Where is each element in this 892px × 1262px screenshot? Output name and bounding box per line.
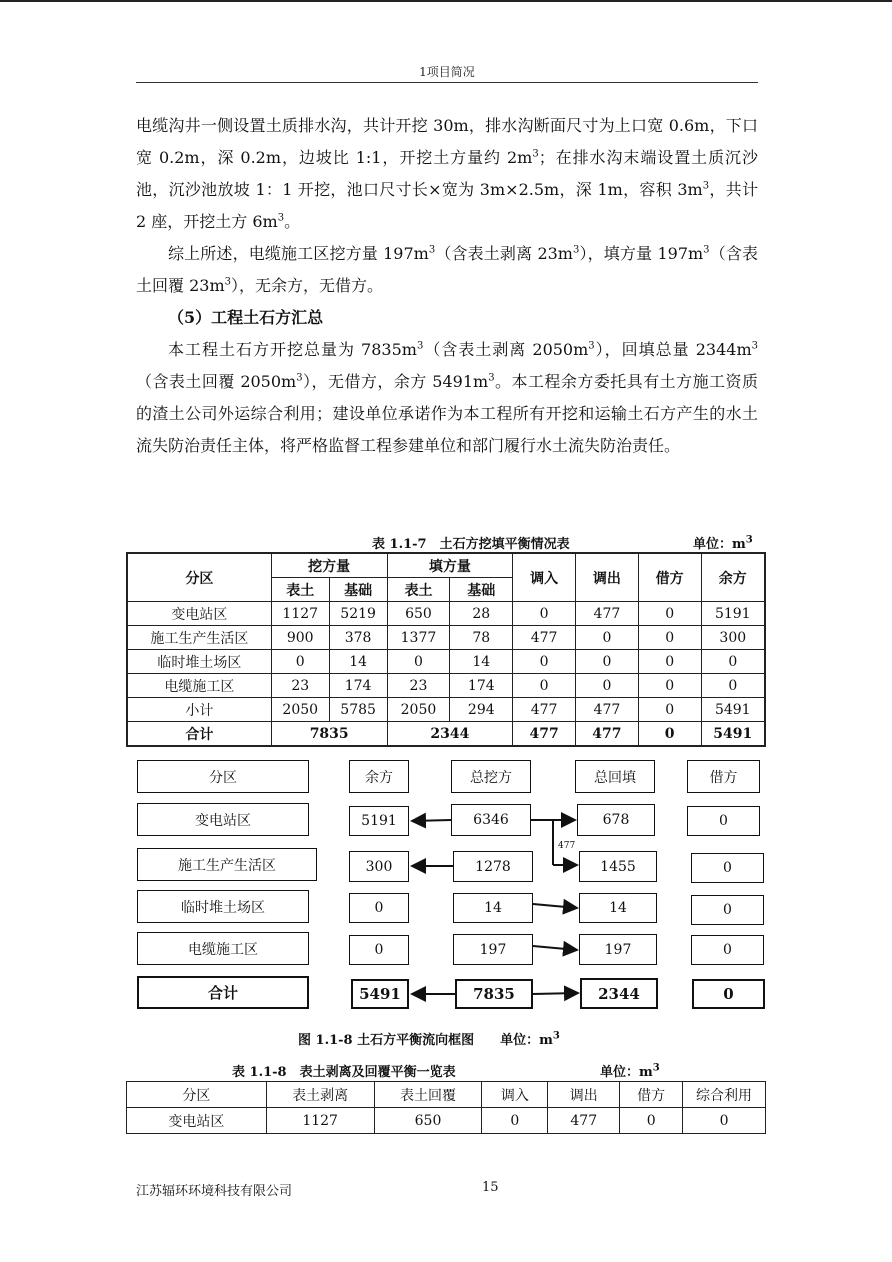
flow-surplus-substation: 5191 [349, 806, 409, 836]
cell: 0 [701, 650, 765, 674]
running-header: 1项目简况 [419, 65, 475, 79]
cell: 1127 [271, 602, 329, 626]
page-number: 15 [482, 1180, 499, 1195]
table2-unit: 单位：$m^3$ [600, 1062, 660, 1080]
flow-cut-total: 7835 [455, 979, 533, 1009]
cell: 294 [450, 698, 513, 722]
cell: 5491 [701, 698, 765, 722]
th-stripping: 表土剥离 [266, 1082, 374, 1108]
cell: 23 [271, 674, 329, 698]
table2-caption: 表 1.1-8 表土剥离及回覆平衡一览表 [232, 1065, 456, 1080]
cell: 5785 [329, 698, 387, 722]
cell: 477 [513, 698, 576, 722]
cell: 临时堆土场区 [127, 650, 271, 674]
flow-zone-construction: 施工生产生活区 [137, 848, 317, 881]
cell: 电缆施工区 [127, 674, 271, 698]
flow-zone-stockpile: 临时堆土场区 [137, 890, 309, 923]
table1-caption: 表 1.1-7 土石方挖填平衡情况表 [372, 537, 570, 552]
flow-cut-construction: 1278 [453, 851, 533, 882]
cell: 477 [576, 698, 639, 722]
cell: 14 [329, 650, 387, 674]
th-zone: 分区 [127, 1082, 267, 1108]
cell: 变电站区 [127, 1108, 267, 1134]
cell: 174 [450, 674, 513, 698]
cell: 650 [387, 602, 450, 626]
cell: 0 [638, 602, 701, 626]
cell: 0 [638, 698, 701, 722]
cell: 0 [638, 674, 701, 698]
flow-zone-cable: 电缆施工区 [137, 932, 309, 965]
th-fill-base: 基础 [450, 578, 513, 602]
cell: 28 [450, 602, 513, 626]
cell: 477 [576, 602, 639, 626]
cell: 300 [701, 626, 765, 650]
cell: 0 [576, 674, 639, 698]
flow-surplus-stockpile: 0 [349, 893, 409, 923]
cell: 2344 [387, 722, 513, 747]
arrow-substation-surplus [412, 820, 451, 821]
flow-header-cut: 总挖方 [451, 760, 531, 793]
cell: 7835 [271, 722, 387, 747]
flow-fill-construction: 1455 [579, 851, 657, 882]
cell: 23 [387, 674, 450, 698]
figure-caption: 图 1.1-8 土石方平衡流向框图 单位：$m^3$ [298, 1030, 560, 1048]
flow-header-surplus: 余方 [349, 760, 409, 793]
th-cut-base: 基础 [329, 578, 387, 602]
cell: 0 [513, 602, 576, 626]
cell: 0 [387, 650, 450, 674]
th-reuse: 综合利用 [683, 1082, 766, 1108]
th-fill: 填方量 [387, 553, 513, 578]
cell: 900 [271, 626, 329, 650]
cell: 0 [513, 650, 576, 674]
th-cut-topsoil: 表土 [271, 578, 329, 602]
th-in: 调入 [513, 553, 576, 602]
th-in: 调入 [482, 1082, 548, 1108]
flow-cut-stockpile: 14 [453, 893, 533, 923]
cell: 477 [548, 1108, 620, 1134]
flow-fill-total: 2344 [580, 978, 658, 1009]
th-out: 调出 [576, 553, 639, 602]
cell: 0 [620, 1108, 683, 1134]
cell: 78 [450, 626, 513, 650]
cell: 650 [374, 1108, 482, 1134]
cell: 1127 [266, 1108, 374, 1134]
cell: 14 [450, 650, 513, 674]
flow-surplus-cable: 0 [349, 935, 409, 965]
paragraph-drainage: 电缆沟井一侧设置土质排水沟，共计开挖 30m，排水沟断面尺寸为上口宽 0.6m，下口宽 0.2m，深 0.2m，边坡比 1:1，开挖土方量约 $2m^3$；在排水沟末端设置土质沉沙池，沉沙池放坡 1：1 开挖，池口尺寸长×宽为 3m×2.5m，深 1m，容积 $3m^3$，共计 2 座，开挖土方 $6m^3$。 [136, 116, 758, 231]
flow-fill-stockpile: 14 [579, 893, 657, 923]
cell: 0 [683, 1108, 766, 1134]
flow-borrow-stockpile: 0 [691, 895, 764, 925]
cell: 1377 [387, 626, 450, 650]
flow-header-fill: 总回填 [575, 760, 655, 793]
th-borrow: 借方 [620, 1082, 683, 1108]
cell: 0 [576, 650, 639, 674]
flow-cut-cable: 197 [453, 934, 533, 965]
section-heading: （5）工程土石方汇总 [168, 308, 324, 327]
cell: 2050 [387, 698, 450, 722]
th-surplus: 余方 [701, 553, 765, 602]
arrow-total-fill [533, 993, 578, 994]
flow-fill-cable: 197 [579, 934, 657, 965]
flow-zone-substation: 变电站区 [137, 803, 309, 836]
flow-zone-total: 合计 [137, 976, 309, 1009]
cell: 施工生产生活区 [127, 626, 271, 650]
table1-unit: 单位：$m^3$ [693, 534, 753, 552]
flow-header-zone: 分区 [137, 760, 309, 793]
flow-borrow-cable: 0 [691, 935, 764, 965]
cell: 477 [513, 722, 576, 747]
cell: 477 [576, 722, 639, 747]
table-row [127, 1108, 766, 1134]
cell: 0 [638, 626, 701, 650]
footer-company: 江苏辐环环境科技有限公司 [136, 1184, 293, 1199]
th-out: 调出 [548, 1082, 620, 1108]
paragraph-earthwork-summary: 本工程土石方开挖总量为 $7835m^3$（含表土剥离 $2050m^3$），回填总量 $2344m^3$（含表土回覆 $2050m^3$），无借方，余方 $5491m^3$。本工程余方委托具有土方施工资质的渣土公司外运综合利用；建设单位承诺作为本工程所有开挖和运输土石方产生的水土流失防治责任主体，将严格监督工程参建单位和部门履行水土流失防治责任。 [136, 340, 759, 455]
flow-borrow-total: 0 [692, 979, 765, 1009]
cell: 378 [329, 626, 387, 650]
flow-borrow-construction: 0 [691, 853, 764, 883]
flow-borrow-substation: 0 [687, 806, 760, 836]
cell: 5491 [701, 722, 765, 747]
cell: 5191 [701, 602, 765, 626]
th-backfill: 表土回覆 [374, 1082, 482, 1108]
arrow-stockpile-fill [533, 904, 577, 908]
th-borrow: 借方 [638, 553, 701, 602]
cell: 合计 [127, 722, 271, 747]
paragraph-cable-summary: 综上所述，电缆施工区挖方量 $197m^3$（含表土剥离 $23m^3$），填方量 $197m^3$（含表土回覆 $23m^3$），无余方，无借方。 [136, 244, 758, 295]
arrow-cable-fill [533, 946, 577, 950]
cell: 5219 [329, 602, 387, 626]
transfer-label: 477 [558, 841, 576, 851]
flow-surplus-construction: 300 [349, 851, 409, 882]
cell: 0 [271, 650, 329, 674]
flow-fill-substation: 678 [577, 804, 655, 836]
cell: 0 [576, 626, 639, 650]
cell: 小计 [127, 698, 271, 722]
cell: 0 [638, 722, 701, 747]
cell: 变电站区 [127, 602, 271, 626]
th-fill-topsoil: 表土 [387, 578, 450, 602]
flow-surplus-total: 5491 [351, 979, 409, 1009]
cell: 0 [513, 674, 576, 698]
cell: 0 [482, 1108, 548, 1134]
cell: 0 [701, 674, 765, 698]
cell: 2050 [271, 698, 329, 722]
cell: 0 [638, 650, 701, 674]
cell: 477 [513, 626, 576, 650]
flow-cut-substation: 6346 [451, 804, 531, 836]
th-cut: 挖方量 [271, 553, 387, 578]
topsoil-balance-table [126, 1081, 766, 1134]
cell: 174 [329, 674, 387, 698]
flow-header-borrow: 借方 [687, 760, 760, 793]
th-zone: 分区 [127, 553, 271, 602]
